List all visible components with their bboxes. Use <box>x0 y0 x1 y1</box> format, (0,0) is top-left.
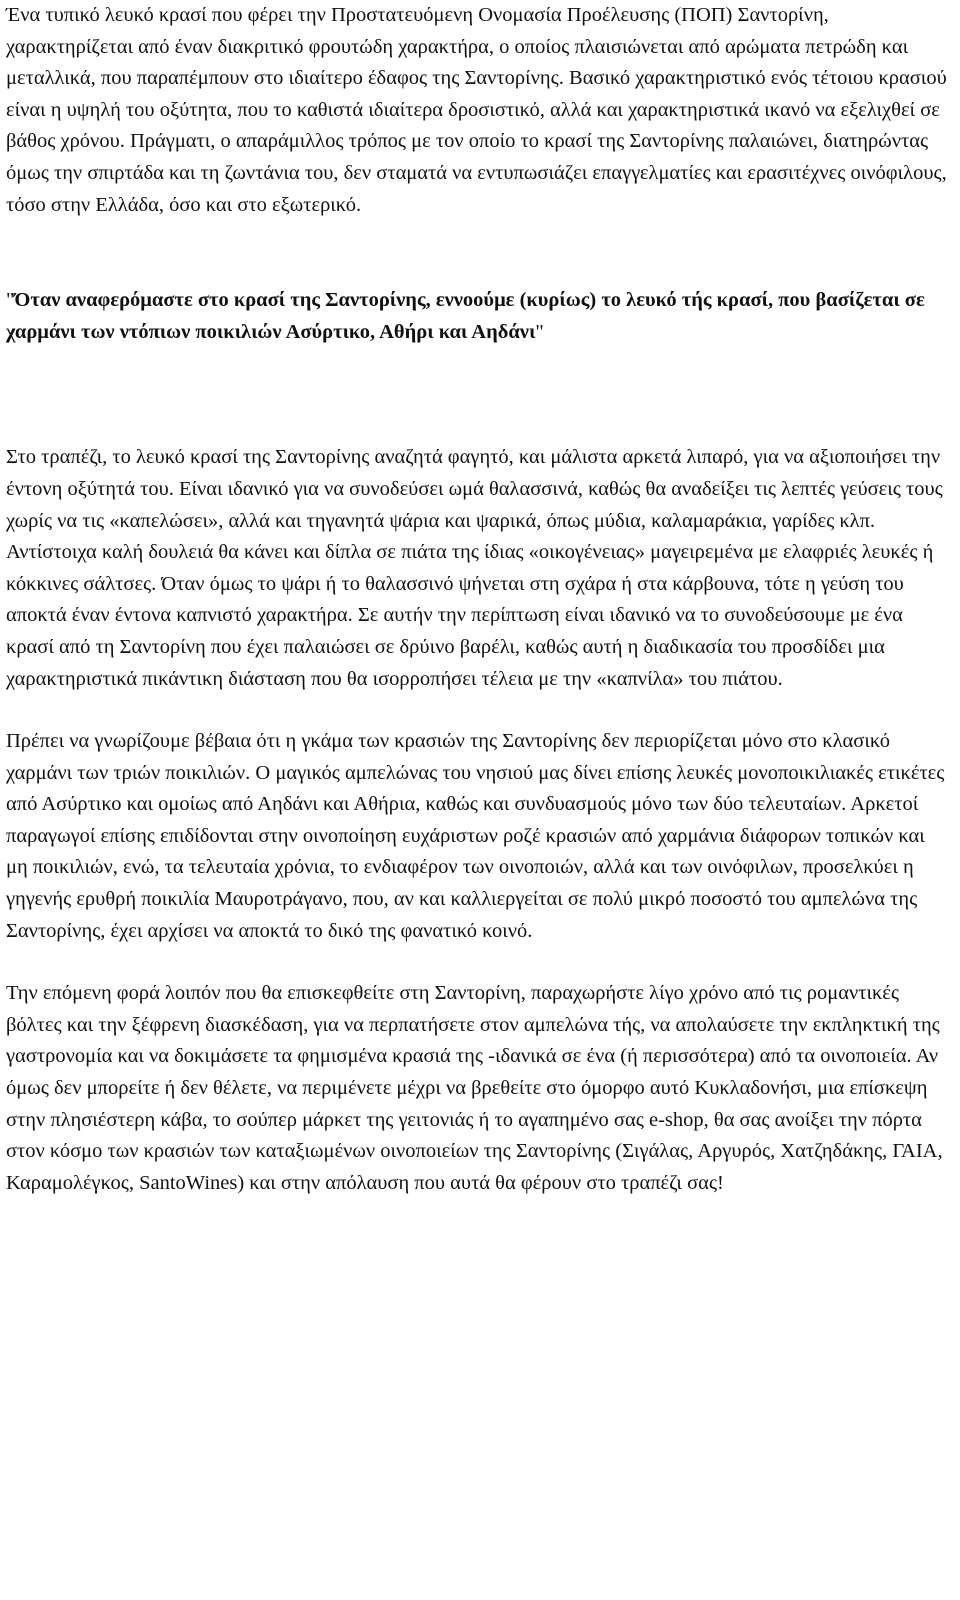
paragraph-pairing: Στο τραπέζι, το λευκό κρασί της Σαντορίνης αναζητά φαγητό, και μάλιστα αρκετά λιπαρό, για να αξιοποιήσει την έντονη οξύτητά του. Είναι ιδανικό για να συνοδεύσει ωμά θαλασσινά, καθώς θα αναδείξει τις λεπτές γεύσεις τους χωρίς να τις «καπελώσει», αλλά και τηγανητά ψάρια και ψαρικά, όπως μύδια, καλαμαράκια, γαρίδες κλπ. Αντίστοιχα καλή δουλειά θα κάνει και δίπλα σε πιάτα της ίδιας «οικογένειας» μαγειρεμένα με ελαφριές λευκές ή κόκκινες σάλτσες. Όταν όμως το ψάρι ή το θαλασσινό ψήνεται στη σχάρα ή στα κάρβουνα, τότε η γεύση του αποκτά έναν έντονα καπνιστό χαρακτήρα. Σε αυτήν την περίπτωση είναι ιδανικό να το συνοδεύσουμε με ένα κρασί από τη Σαντορίνη που έχει παλαιώσει σε δρύινο βαρέλι, καθώς αυτή η διαδικασία του προσδίδει μια χαρακτηριστικά πικάντικη διάσταση που θα ισορροπήσει τέλεια με την «καπνίλα» του πιάτου. <box>6 446 943 690</box>
paragraph-intro: Ένα τυπικό λευκό κρασί που φέρει την Προστατευόμενη Ονομασία Προέλευσης (ΠΟΠ) Σαντορίνη, χαρακτηρίζεται από έναν διακριτικό φρουτώδη χαρακτήρα, ο οποίος πλαισιώνεται από αρώματα πετρώδη και μεταλλικά, που παραπέμπουν στο ιδιαίτερο έδαφος της Σαντορίνης. Βασικό χαρακτηριστικό ενός τέτοιου κρασιού είναι η υψηλή του οξύτητα, που το καθιστά ιδιαίτερα δροσιστικό, αλλά και χαρακτηριστικά ικανό να εξελιχθεί σε βάθος χρόνου. Πράγματι, ο απαράμιλλος τρόπος με τον οποίο το κρασί της Σαντορίνης παλαιώνει, διατηρώντας όμως την σπιρτάδα και τη ζωντάνια του, δεν σταματά να εντυπωσιάζει επαγγελματίες και ερασιτέχνες οινόφιλους, τόσο στην Ελλάδα, όσο και στο εξωτερικό. <box>6 4 947 216</box>
quote-close-mark: " <box>535 320 544 343</box>
pull-quote-text: Όταν αναφερόμαστε στο κρασί της Σαντορίνης, εννοούμε (κυρίως) το λευκό τής κρασί, που βασίζεται σε χαρμάνι των ντόπιων ποικιλιών Ασύρτικο, Αθήρι και Αηδάνι <box>6 289 925 343</box>
quote-open-mark: " <box>6 289 15 312</box>
paragraph-closing: Την επόμενη φορά λοιπόν που θα επισκεφθείτε στη Σαντορίνη, παραχωρήστε λίγο χρόνο από τις ρομαντικές βόλτες και την ξέφρενη διασκέδαση, για να περπατήσετε στον αμπελώνα τής, να απολαύσετε την εκπληκτική της γαστρονομία και να δοκιμάσετε τα φημισμένα κρασιά της -ιδανικά σε ένα (ή περισσότερα) από τα οινοποιεία. Αν όμως δεν μπορείτε ή δεν θέλετε, να περιμένετε μέχρι να βρεθείτε στο όμορφο αυτό Κυκλαδονήσι, μια επίσκεψη στην πλησιέστερη κάβα, το σούπερ μάρκετ της γειτονιάς ή το αγαπημένο σας e-shop, θα σας ανοίξει την πόρτα στον κόσμο των κρασιών των καταξιωμένων οινοποιείων της Σαντορίνης (Σιγάλας, Αργυρός, Χατζηδάκης, ΓΑΙΑ, Καραμολέγκος, SantoWines) και στην απόλαυση που αυτά θα φέρουν στο τραπέζι σας! <box>6 982 943 1194</box>
paragraph-range: Πρέπει να γνωρίζουμε βέβαια ότι η γκάμα των κρασιών της Σαντορίνης δεν περιορίζεται μόνο στο κλασικό χαρμάνι των τριών ποικιλιών. Ο μαγικός αμπελώνας του νησιού μας δίνει επίσης λευκές μονοποικιλιακές ετικέτες από Ασύρτικο και ομοίως από Αηδάνι και Αθήρια, καθώς και συνδυασμούς μόνο των δύο τελευταίων. Αρκετοί παραγωγοί επίσης επιδίδονται στην οινοποίηση ευχάριστων ροζέ κρασιών από χαρμάνια διάφορων τοπικών και μη ποικιλιών, ενώ, τα τελευταία χρόνια, το ενδιαφέρον των οινοποιών, αλλά και των οινόφιλων, προσελκύει η γηγενής ερυθρή ποικιλία Μαυροτράγανο, που, αν και καλλιεργείται σε πολύ μικρό ποσοστό του αμπελώνα της Σαντορίνης, έχει αρχίσει να αποκτά το δικό της φανατικό κοινό. <box>6 730 945 942</box>
pull-quote <box>6 285 948 348</box>
